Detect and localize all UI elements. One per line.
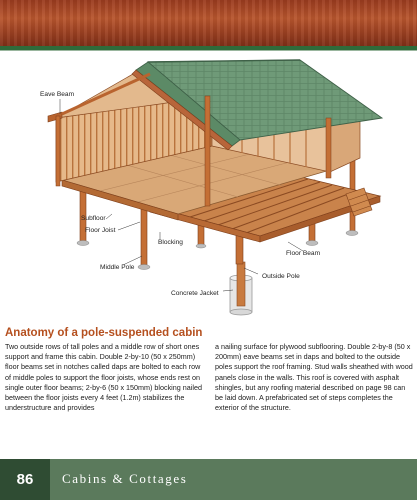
label-floor-joist: Floor Joist: [85, 227, 116, 234]
page-footer: [0, 459, 417, 500]
page-number: 86: [0, 459, 50, 500]
caption-heading: Anatomy of a pole-suspended cabin: [5, 327, 203, 339]
label-middle-pole: Middle Pole: [100, 264, 135, 271]
book-title: Cabins & Cottages: [62, 471, 188, 486]
label-concrete-jacket: Concrete Jacket: [171, 290, 219, 297]
caption-column-left: Two outside rows of tall poles and a middle row of short ones support and frame this cabin. Double 2-by-10 (50 x 250mm) floor beams set in notches called daps are bolted to each row of middle poles to support the floor joists, whose ends rest on single outer floor beams; 2-by-6 (50 x 150mm) blocking nailed between the floor joists every 4 feet (1.2m) stabilizes the understructure and provides: [5, 342, 202, 413]
header-wood-band: [0, 0, 417, 46]
label-outside-pole: Outside Pole: [262, 273, 300, 280]
caption-columns: [5, 342, 415, 413]
figure-caption: [5, 327, 415, 413]
label-floor-beam: Floor Beam: [286, 250, 321, 257]
cabin-illustration: [0, 54, 417, 324]
label-eave-beam: Eave Beam: [40, 91, 75, 98]
label-subfloor: Subfloor: [81, 215, 106, 222]
header-green-line: [0, 50, 417, 51]
caption-column-right: a nailing surface for plywood subflooring. Double 2-by-8 (50 x 200mm) eave beams set in daps and bolted to the outside poles support the roof framing. Stud walls sheathed with wood panels close in the walls. This roof is covered with asphalt shingles, but any roofing material described on page 98 can be laid down. A prefabricated set of steps completes the exterior of the structure.: [215, 342, 413, 413]
label-blocking: Blocking: [158, 239, 183, 246]
